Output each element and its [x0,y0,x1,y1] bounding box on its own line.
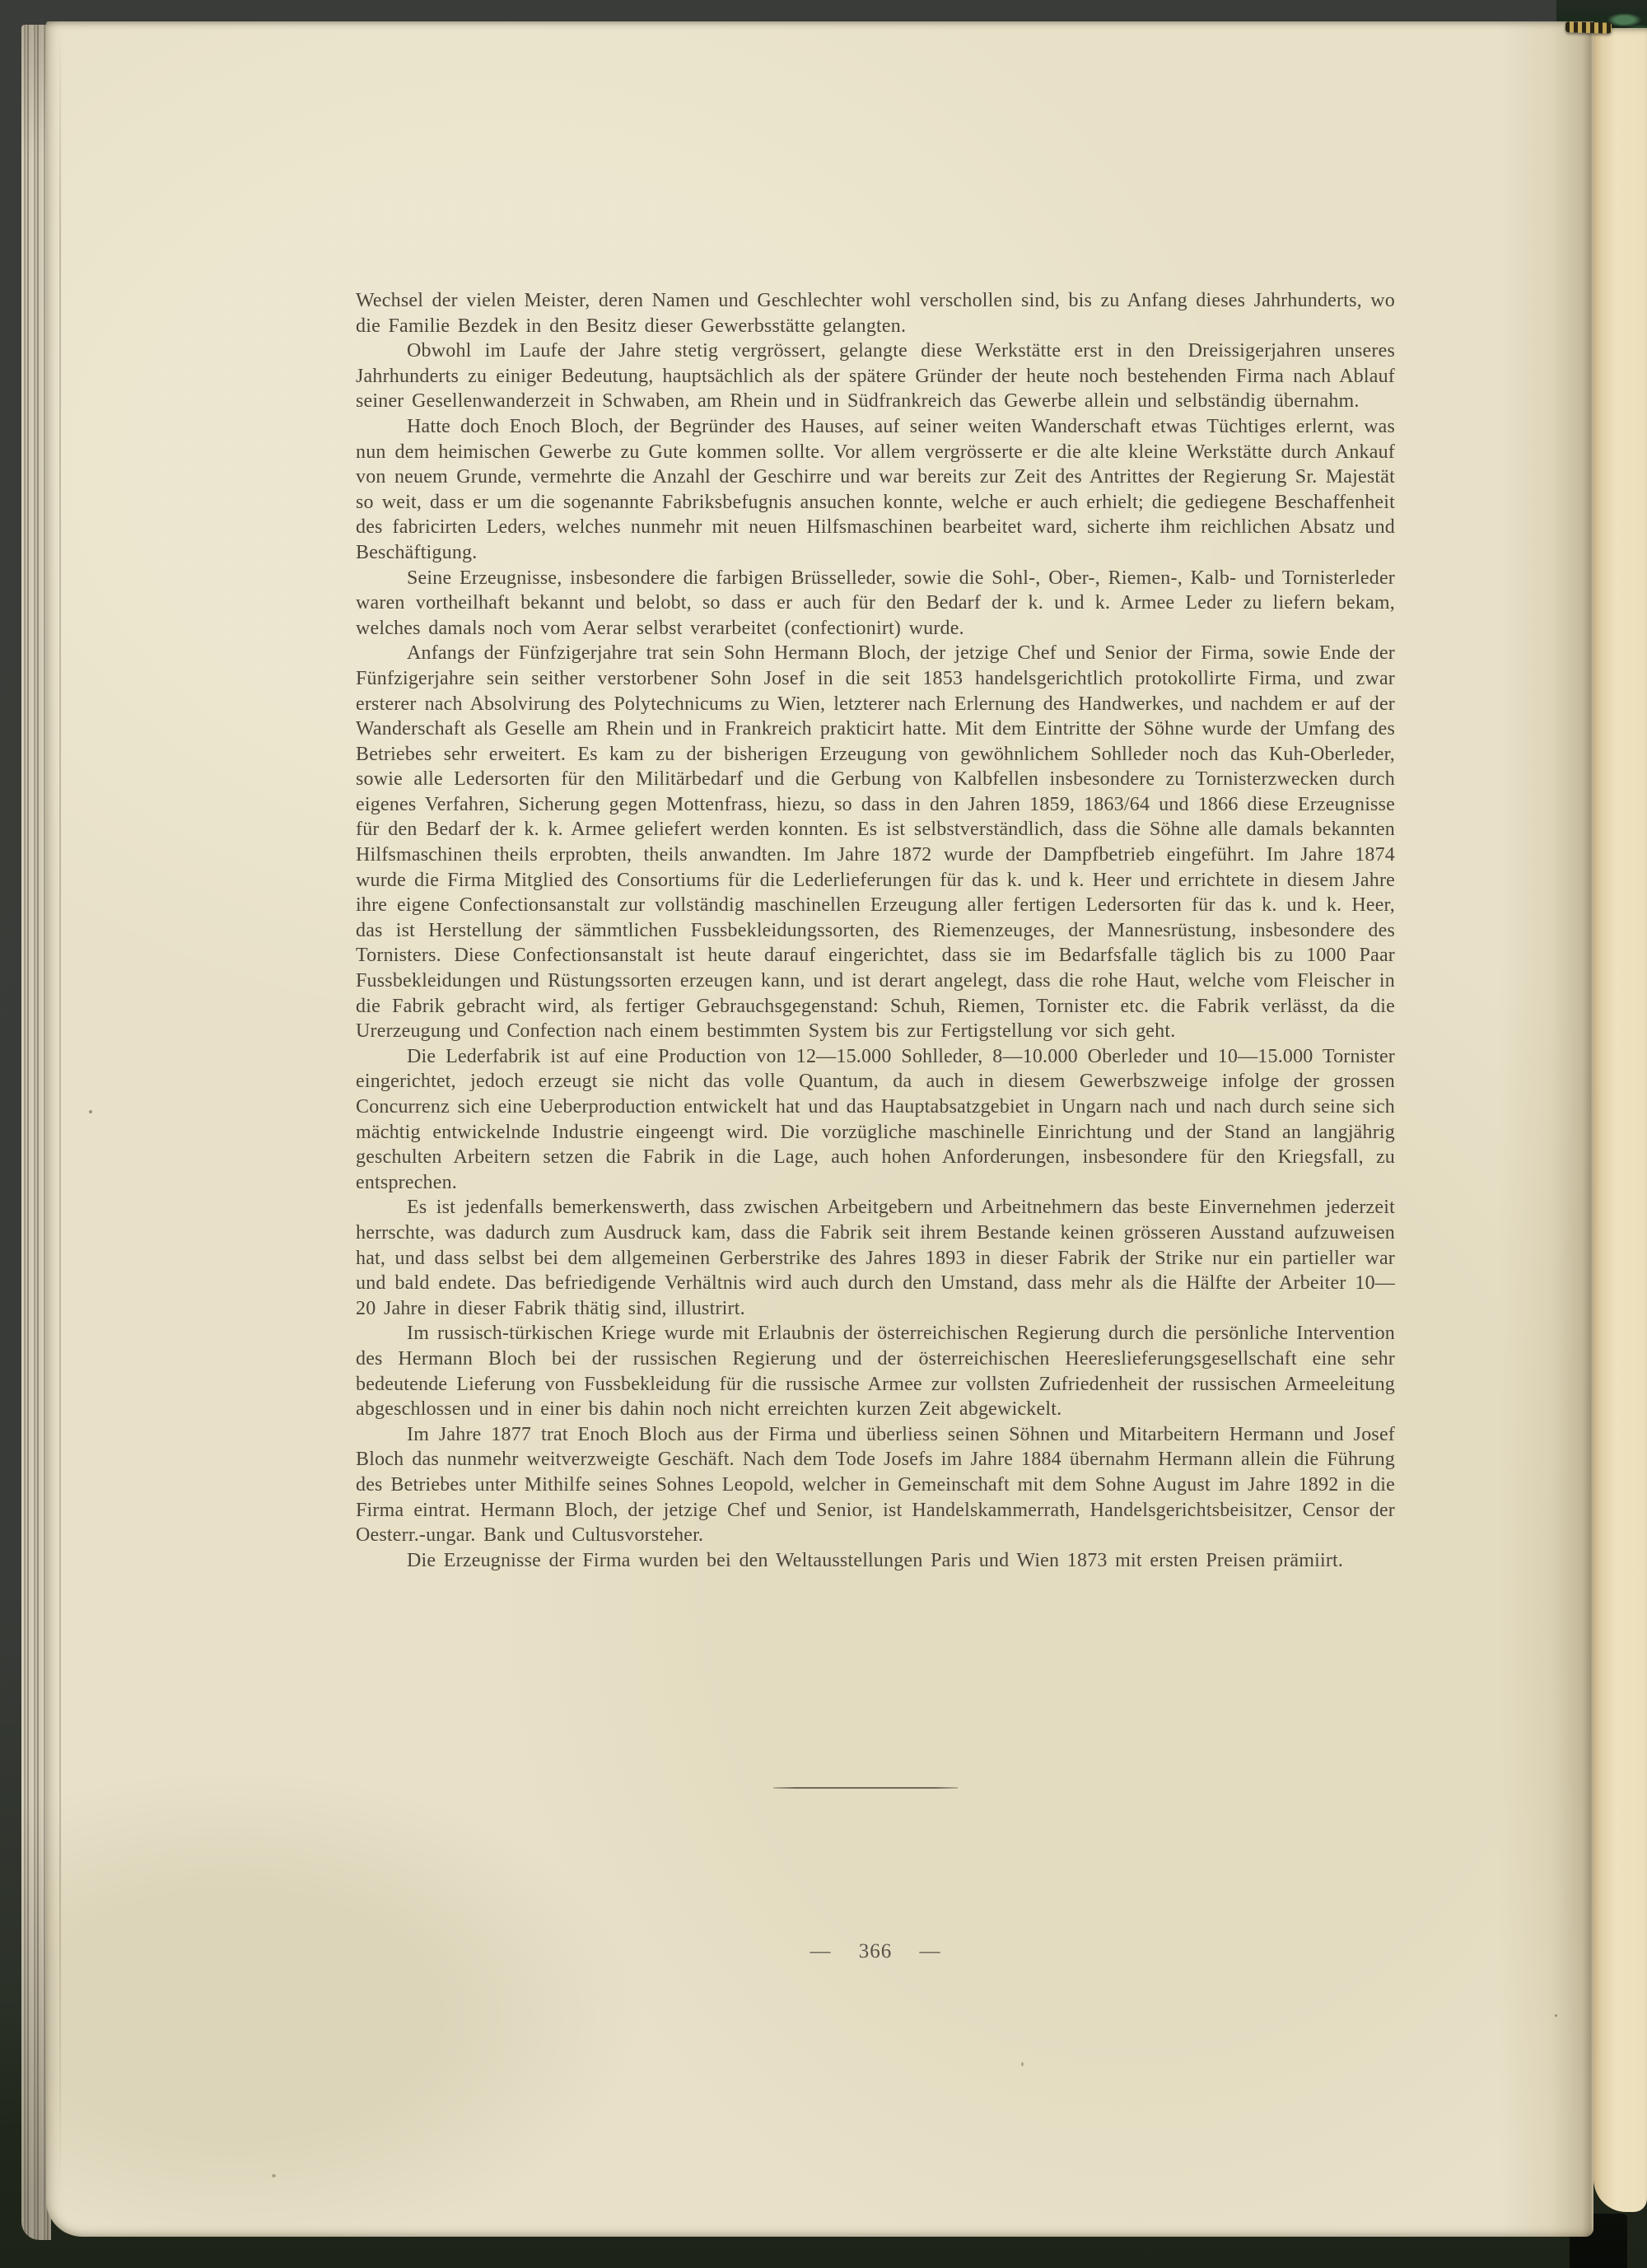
paragraph: Es ist jedenfalls bemerkenswerth, dass zwischen Arbeitgebern und Arbeitnehmern das beste Einvernehmen jederzeit herrschte, was dadurch zum Ausdruck kam, dass die Fabrik seit ihrem Bestande keinen grösseren Ausstand aufzuweisen hat, und dass selbst bei dem allgemeinen Gerberstrike des Jahres 1893 in dieser Fabrik der Strike nur ein partieller war und bald endete. Das befriedigende Verhältnis wird auch durch den Umstand, dass mehr als die Hälfte der Arbeiter 10—20 Jahre in dieser Fabrik thätig sind, illustrirt. [356,1197,1395,1319]
paragraph: Die Erzeugnisse der Firma wurden bei den Weltausstellungen Paris und Wien 1873 mit ersten Preisen prämiirt. [407,1549,1344,1571]
paragraph: Hatte doch Enoch Bloch, der Begründer des Hauses, auf seiner weiten Wanderschaft etwas Tüchtiges erlernt, was nun dem heimischen Gewerbe zu Gute kommen sollte. Vor allem vergrösserte er die alte kleine Werkstätte durch Ankauf von neuem Grunde, vermehrte die Anzahl der Geschirre und war bereits zur Zeit des Antrittes der Regierung Sr. Majestät so weit, dass er um die sogenannte Fabriksbefugnis ansuchen konnte, welche er auch erhielt; die gediegene Beschaffenheit des fabricirten Leders, welches nunmehr mit neuen Hilfsmaschinen bearbeitet ward, sicherte ihm reichlichen Absatz und Beschäftigung. [356,415,1395,563]
section-divider-rule [773,1787,958,1789]
paper-speck [272,2174,276,2177]
headband-icon [1565,21,1612,33]
paragraph: Wechsel der vielen Meister, deren Namen und Geschlechter wohl verschollen sind, bis zu Anfang dieses Jahrhunderts, wo die Familie Bezdek in den Besitz dieser Gewerbsstätte gelangten. [356,290,1395,337]
paper-speck [1555,2014,1557,2017]
under-sheet-edge [59,25,61,2199]
paragraph: Im russisch-türkischen Kriege wurde mit Erlaubnis der österreichischen Regierung durch die persönliche Intervention des Hermann Bloch bei der russischen Regierung und der österreichischen Heereslieferungsgesellschaft eine sehr bedeutende Lieferung von Fussbekleidung für die russische Armee zur vollsten Zufriedenheit der russischen Armeeleitung abgeschlossen und in einer bis dahin noch nicht erreichten kurzen Zeit abgewickelt. [356,1323,1395,1421]
paragraph: Im Jahre 1877 trat Enoch Bloch aus der Firma und überliess seinen Söhnen und Mitarbeitern Hermann und Josef Bloch das nunmehr weitverzweigte Geschäft. Nach dem Tode Josefs im Jahre 1884 übernahm Hermann allein die Führung des Betriebes unter Mithilfe seines Sohnes Leopold, welcher in Gemeinschaft mit dem Sohne August im Jahre 1892 in die Firma eintrat. Hermann Bloch, der jetzige Chef und Senior, ist Handelskammerrath, Handelsgerichtsbeisitzer, Censor der Oesterr.-ungar. Bank und Cultusvorsteher. [356,1423,1395,1547]
paragraph: Anfangs der Fünfzigerjahre trat sein Sohn Hermann Bloch, der jetzige Chef und Senior der Firma, sowie Ende der Fünfzigerjahre sein seither verstorbener Sohn Josef in die seit 1853 handelsgerichtlich protokollirte Firma, und zwar ersterer nach Absolvirung des Polytechnicums zu Wien, letzterer nach Erlernung des Handwerkes, und nachdem er auf der Wanderschaft als Geselle am Rhein und in Frankreich prakticirt hatte. Mit dem Eintritte der Söhne wurde der Umfang des Betriebes sehr erweitert. Es kam zu der bisherigen Erzeugung von gewöhnlichem Sohlleder noch das Kuh-Oberleder, sowie alle Ledersorten für den Militärbedarf und die Gerbung von Kalbfellen insbesondere zu Tornisterzwecken durch eigenes Verfahren, Sicherung gegen Mottenfrass, hiezu, so dass in den Jahren 1859, 1863/64 und 1866 diese Erzeugnisse für den Bedarf der k. k. Armee geliefert werden konnten. Es ist selbstverständlich, dass die Söhne alle damals bekannten Hilfsmaschinen theils erprobten, theils anwandten. Im Jahre 1872 wurde der Dampfbetrieb eingeführt. Im Jahre 1874 wurde die Firma Mitglied des Consortiums für die Lederlieferungen für das k. und k. Heer und errichtete in diesem Jahre ihre eigene Confectionsanstalt zur vollständig maschinellen Erzeugung aller fertigen Ledersorten für das k. und k. Heer, das ist Herstellung der sämmtlichen Fussbekleidungssorten, des Riemenzeuges, der Mannesrüstung, insbesondere des Tornisters. Diese Confectionsanstalt ist heute darauf eingerichtet, dass sie im Bedarfsfalle täglich bis zu 1000 Paar Fussbekleidungen und Rüstungssorten erzeugen kann, und ist derart angelegt, dass die rohe Haut, welche vom Fleischer in die Fabrik gebracht wird, als fertiger Gebrauchsgegenstand: Schuh, Riemen, Tornister etc. die Fabrik verlässt, da die Urerzeugung und Confection nach einem bestimmten System bis zur Fertigstellung vor sich geht. [356,642,1395,1043]
paper-speck [1021,2062,1024,2066]
gutter-fold-shadow [1499,21,1593,2237]
facing-page-edge [1593,28,1647,2212]
paragraph: Die Lederfabrik ist auf eine Production von 12—15.000 Sohlleder, 8—10.000 Oberleder und 10—15.000 Tornister eingerichtet, jedoch erzeugt sie nicht das volle Quantum, da auch in diesem Gewerbszweige infolge der grossen Concurrenz sich eine Ueberproduction entwickelt hat und das Hauptabsatzgebiet in Ungarn nach und nach durch seine sich mächtig entwickelnde Industrie eingeengt wird. Die vorzügliche maschinelle Einrichtung und der Stand an langjährig geschulten Arbeitern setzen die Fabrik in die Lage, auch hohen Anforderungen, insbesondere für den Kriegsfall, zu entsprechen. [356,1045,1395,1193]
paper-speck [89,1110,92,1113]
paragraph: Seine Erzeugnisse, insbesondere die farbigen Brüsselleder, sowie die Sohl-, Ober-, Riemen-, Kalb- und Tornisterleder waren vortheilhaft bekannt und belobt, so dass er auch für den Bedarf der k. und k. Armee Leder zu liefern bekam, welches damals noch vom Aerar selbst verarbeitet (confectionirt) wurde. [356,567,1395,639]
body-text [356,288,1395,1573]
paragraph: Obwohl im Laufe der Jahre stetig vergrössert, gelangte diese Werkstätte erst in den Dreissigerjahren unseres Jahrhunderts zu einiger Bedeutung, hauptsächlich als der spätere Gründer der heute noch bestehenden Firma nach Ablauf seiner Gesellenwanderzeit in Schwaben, am Rhein und in Südfrankreich das Gewerbe allein und selbständig übernahm. [356,340,1395,413]
page-number: — 366 — [810,1940,941,1962]
